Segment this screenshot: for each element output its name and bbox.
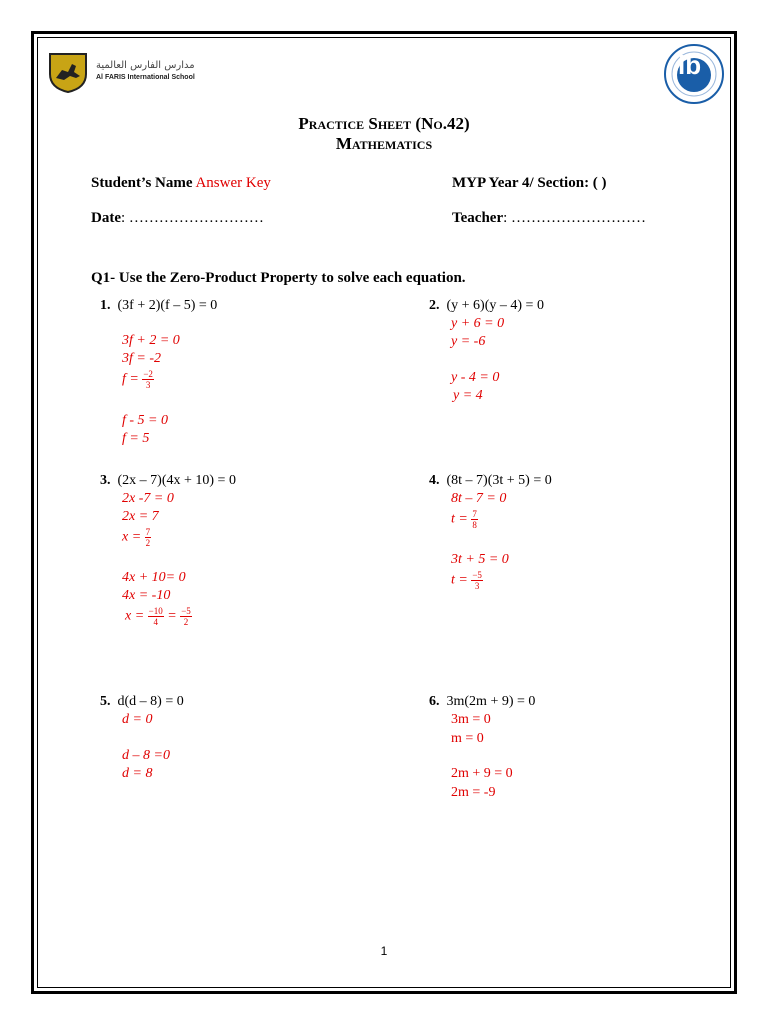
answer-line: 8t – 7 = 0 [451, 491, 507, 506]
answer-line: d – 8 =0 [122, 748, 170, 763]
problem-number: 5. [100, 694, 111, 709]
problem-2 [429, 298, 544, 314]
sheet-title: Practice Sheet (No.42) [298, 114, 470, 133]
answer-line: 2m + 9 = 0 [451, 766, 513, 781]
answer-line: 2m = -9 [451, 785, 496, 800]
problem-equation: (y + 6)(y – 4) = 0 [446, 298, 544, 313]
answer-line: y = 4 [453, 388, 483, 403]
school-name-arabic: مدارس الفارس العالمية [96, 60, 195, 71]
problem-equation: (2x – 7)(4x + 10) = 0 [117, 473, 236, 488]
answer-line: 3m = 0 [451, 712, 491, 727]
answer-line: 3f = -2 [122, 351, 161, 366]
problem-5 [100, 694, 184, 710]
answer-line: 2x = 7 [122, 509, 159, 524]
answer-line: m = 0 [451, 731, 484, 746]
teacher-row [452, 210, 646, 227]
page-number: 1 [380, 944, 388, 958]
answer-line: t = $\frac{7}{8}$ [451, 509, 477, 530]
answer-line: y - 4 = 0 [451, 370, 500, 385]
problem-equation: 3m(2m + 9) = 0 [446, 694, 536, 709]
date-label: Date [91, 210, 121, 226]
problem-4 [429, 473, 552, 489]
answer-line: 4x + 10= 0 [122, 570, 186, 585]
answer-line: f = 5 [122, 431, 150, 446]
answer-line: 4x = -10 [122, 588, 171, 603]
question-heading: Q1- Use the Zero-Product Property to solve each equation. [91, 270, 466, 286]
problem-number: 1. [100, 298, 111, 313]
student-name-value: Answer Key [195, 175, 271, 191]
date-row [91, 210, 264, 227]
teacher-label: Teacher [452, 210, 504, 226]
problem-number: 6. [429, 694, 440, 709]
student-name-label: Student’s Name [91, 175, 193, 191]
ib-logo-letters: ib [678, 50, 702, 80]
answer-line: 2x -7 = 0 [122, 491, 174, 506]
problem-number: 3. [100, 473, 111, 488]
school-crest-icon [46, 50, 90, 94]
answer-line: d = 8 [122, 766, 153, 781]
answer-line: f = $\frac{-2}{3}$ [122, 369, 153, 390]
school-name-english: Al FARIS International School [96, 74, 195, 81]
problem-1 [100, 298, 217, 314]
problem-equation: (8t – 7)(3t + 5) = 0 [446, 473, 552, 488]
problem-6 [429, 694, 535, 710]
answer-line: x = $\frac{7}{2}$ [122, 527, 151, 548]
answer-line: f - 5 = 0 [122, 413, 168, 428]
problem-number: 2. [429, 298, 440, 313]
teacher-blank: : ……………………… [503, 210, 647, 226]
problem-equation: d(d – 8) = 0 [117, 694, 184, 709]
year-section-label: MYP Year 4/ Section: ( ) [452, 175, 607, 191]
sheet-subject: Mathematics [335, 134, 433, 153]
answer-line: 3f + 2 = 0 [122, 333, 180, 348]
answer-line: x = $\frac{-10}{4}$ = $\frac{-5}{2}$ [125, 606, 191, 627]
answer-line: y = -6 [451, 334, 486, 349]
answer-line: 3t + 5 = 0 [451, 552, 509, 567]
answer-line: t = $\frac{-5}{3}$ [451, 570, 482, 591]
answer-line: d = 0 [122, 712, 153, 727]
problem-3 [100, 473, 236, 489]
problem-number: 4. [429, 473, 440, 488]
student-name-row [91, 175, 271, 192]
date-blank: : ……………………… [121, 210, 264, 226]
problem-equation: (3f + 2)(f – 5) = 0 [117, 298, 218, 313]
answer-line: y + 6 = 0 [451, 316, 505, 331]
